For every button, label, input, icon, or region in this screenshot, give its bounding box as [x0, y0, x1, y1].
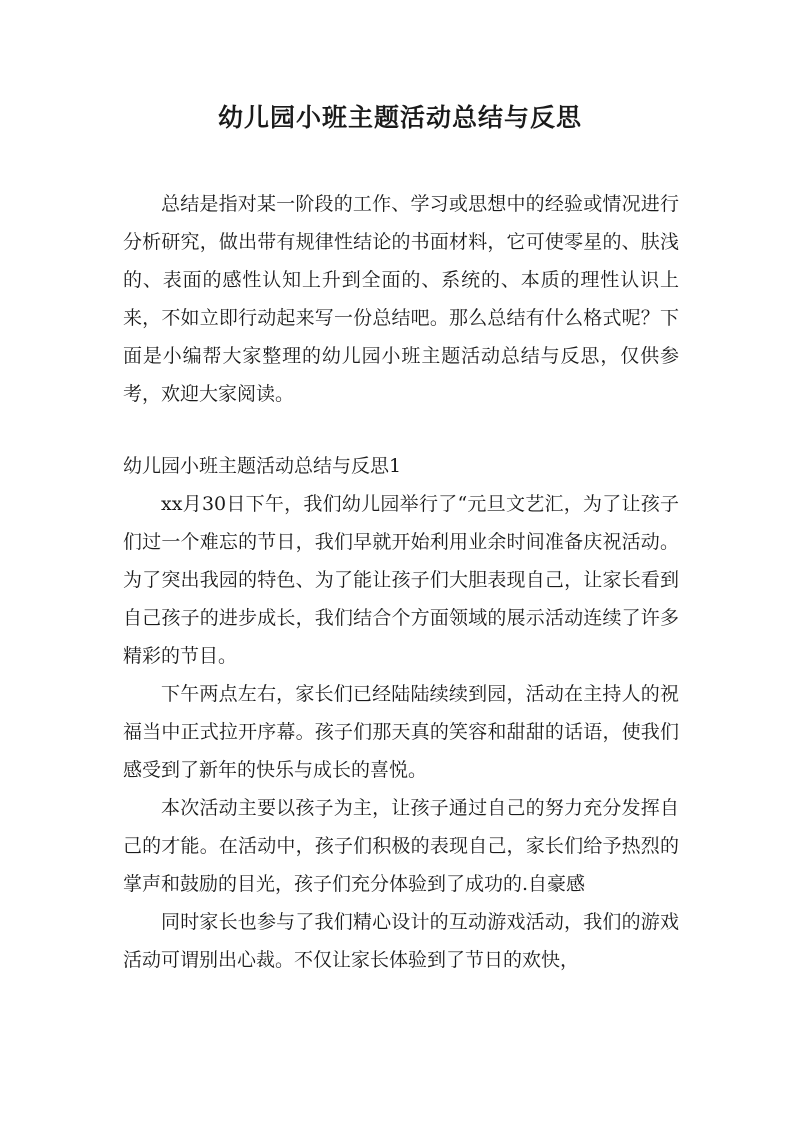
article-section	[123, 447, 679, 979]
intro-section	[123, 185, 679, 413]
intro-paragraph: 总结是指对某一阶段的工作、学习或思想中的经验或情况进行分析研究，做出带有规律性结论的书面材料，它可使零星的、肤浅的、表面的感性认知上升到全面的、系统的、本质的理性认识上来，不如立即行动起来写一份总结吧。那么总结有什么格式呢？下面是小编帮大家整理的幼儿园小班主题活动总结与反思，仅供参考，欢迎大家阅读。	[123, 193, 679, 405]
paragraph-1: xx月30日下午，我们幼儿园举行了“元旦文艺汇，为了让孩子们过一个难忘的节日，我们早就开始利用业余时间准备庆祝活动。为了突出我园的特色、为了能让孩子们大胆表现自己，让家长看到自己孩子的进步成长，我们结合个方面领域的展示活动连续了许多精彩的节目。	[123, 493, 679, 667]
paragraph-4: 同时家长也参与了我们精心设计的互动游戏活动，我们的游戏活动可谓别出心裁。不仅让家长体验到了节日的欢快，	[123, 911, 679, 971]
paragraph-3: 本次活动主要以孩子为主，让孩子通过自己的努力充分发挥自己的才能。在活动中，孩子们积极的表现自己，家长们给予热烈的掌声和鼓励的目光，孩子们充分体验到了成功的.自豪感	[123, 797, 679, 895]
paragraph-2: 下午两点左右，家长们已经陆陆续续到园，活动在主持人的祝福当中正式拉开序幕。孩子们那天真的笑容和甜甜的话语，使我们感受到了新年的快乐与成长的喜悦。	[123, 683, 679, 781]
document-title: 幼儿园小班主题活动总结与反思	[217, 103, 582, 132]
section-heading: 幼儿园小班主题活动总结与反思1	[123, 455, 402, 477]
